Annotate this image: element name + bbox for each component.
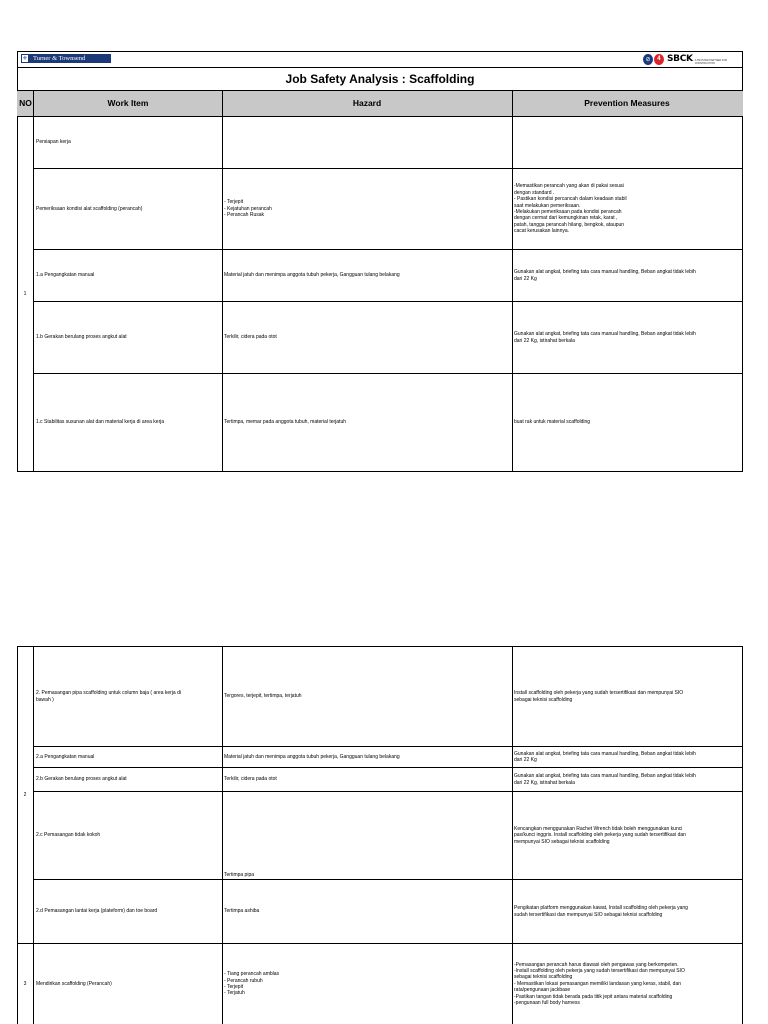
prevention-cell: Gunakan alat angkat, briefing tata cara manual handling, Beban angkat tidak lebih dari 22 Kg — [514, 750, 696, 763]
hazard-cell: Tergores, terjepit, tertimpa, terjatuh — [224, 693, 302, 700]
prevention-cell: Gunakan alat angkat, briefing tata cara manual handling, Beban angkat tidak lebih dari 22 Kg — [514, 269, 696, 282]
sbck-logo: ⊘ 4 SBCK A TRUSTED PARTNER FOR CONSTRUCTION — [643, 53, 743, 65]
work-item-cell: 1.c Stabilitas susunan alat dan material kerja di area kerja — [36, 419, 165, 426]
row-number: 1 — [23, 290, 27, 297]
frame-top — [17, 51, 743, 52]
prevention-cell: Pengikatan platform menggunakan kawat, Install scaffolding oleh pekerja yang sudah tersertifikasi dan mempunyai SIO sebagai teknisi scaffolding — [514, 905, 688, 918]
prevention-cell: -Pemasangan perancah harus diawasi oleh pengawas yang berkompeten. -Install scaffolding oleh pekerja yang sudah tersertifikasi dan mempunyai SIO sebagai teknisi scaffolding - Memastikan lokasi pemasangan memiliki landasan yang keras, stabil, dan rata/pengunaan jackbase -Pastikan tangan tidak berada pada titik jepit antara material scaffolding -pengunaan full body harness — [514, 961, 685, 1007]
hazard-cell: Terkilir, cidera pada otot — [224, 776, 277, 783]
red-disc-icon: 4 — [654, 54, 664, 65]
col-header-prevention: Prevention Measures — [584, 97, 670, 108]
turner-townsend-logo: ⚜ Turner & Townsend — [21, 54, 111, 63]
work-item-cell: 2. Pemasangan pipa scaffolding untuk column baja ( area kerja di bawah ) — [36, 690, 181, 703]
work-item-cell: Mendirikan scaffolding (Perancah) — [36, 980, 112, 987]
page-title: Job Safety Analysis : Scaffolding — [285, 71, 475, 86]
work-item-cell: 1.a Pengangkatan manual — [36, 272, 95, 279]
prevention-cell: -Memastikan perancah yang akan di pakai sesuai dengan standard . - Pastikan kondisi percancah dalam keadaan stabil saat melakukan pemeriksaan. -Melakukan pemeriksaan pada kondisi perancah dengan cermat dari kemungkinan retak, karat , patah, tangga perancah hilang, bengkok, ataupun cacat kerusakan lainnya. — [514, 183, 627, 235]
work-item-cell: 2.d Pemasangan lantai kerja (plateform) dan toe board — [36, 908, 158, 915]
col-header-hazard: Hazard — [352, 97, 382, 108]
hazard-cell: Material jatuh dan menimpa anggota tubuh pekerja, Gangguan tulang belakang — [224, 272, 400, 279]
hazard-cell: Tertimpa pipa — [224, 871, 255, 878]
frame-right — [742, 646, 743, 1024]
prevention-cell — [512, 117, 742, 168]
tt-emblem-icon: ⚜ — [22, 56, 28, 62]
hazard-cell: - Tiang perancah amblas - Perancah rubuh - Terjepit - Terjatuh — [224, 971, 280, 997]
work-item-cell: 1.b Gerakan berulang proses angkut alat — [36, 334, 127, 341]
work-item-cell: 2.c Pemasangan tidak kokoh — [36, 832, 101, 839]
prevention-cell: Gunakan alat angkat, briefing tata cara manual handling, Beban angkat tidak lebih dari 22 Kg, istirahat berkala — [514, 773, 696, 786]
col-header-work-item: Work Item — [107, 97, 149, 108]
row-number: 2 — [23, 791, 27, 798]
work-item-cell: 2.a Pengangkatan manual — [36, 753, 95, 760]
prevention-cell: Install scaffolding oleh pekerja yang sudah tersertifikasi dan mempunyai SIO sebagai teknisi scaffolding — [514, 690, 684, 703]
prevention-cell: Kencangkan menggunakan Rachet Wrench tidak boleh menggunakan kunci pas/kunci inggris. Install scaffolding oleh pekerja yang sudah tersertifikasi dan mempunyai SIO sebagai teknisi scaffolding — [514, 825, 686, 845]
work-item-cell: Pemeriksaan kondisi alat scaffolding (perancah) — [36, 205, 143, 212]
hazard-cell: - Terjepit - Kejatuhan perancah - Perancah Rusak — [224, 199, 272, 219]
frame-bottom — [17, 471, 743, 472]
hazard-cell: Terkilir, cidera pada otot — [224, 334, 277, 341]
hazard-cell — [222, 117, 512, 168]
blue-disc-icon: ⊘ — [643, 54, 653, 65]
work-item-cell: 2.b Gerakan berulang proses angkut alat — [36, 776, 127, 783]
row-number: 3 — [23, 980, 27, 987]
hazard-cell: Material jatuh dan menimpa anggota tubuh pekerja, Gangguan tulang belakang — [224, 753, 400, 760]
work-item-cell: Persiapan kerja — [36, 139, 71, 146]
prevention-cell: buat rak untuk material scaffolding — [514, 419, 591, 426]
hazard-cell: Tertimpa, memar pada anggota tubuh, material terjatuh — [224, 419, 347, 426]
col-header-no: NO — [19, 97, 32, 108]
hazard-cell: Tertimpa ashiba — [224, 908, 260, 915]
prevention-cell: Gunakan alat angkat, briefing tata cara manual handling, Beban angkat tidak lebih dari 22 Kg, istirahat berkala — [514, 331, 696, 344]
